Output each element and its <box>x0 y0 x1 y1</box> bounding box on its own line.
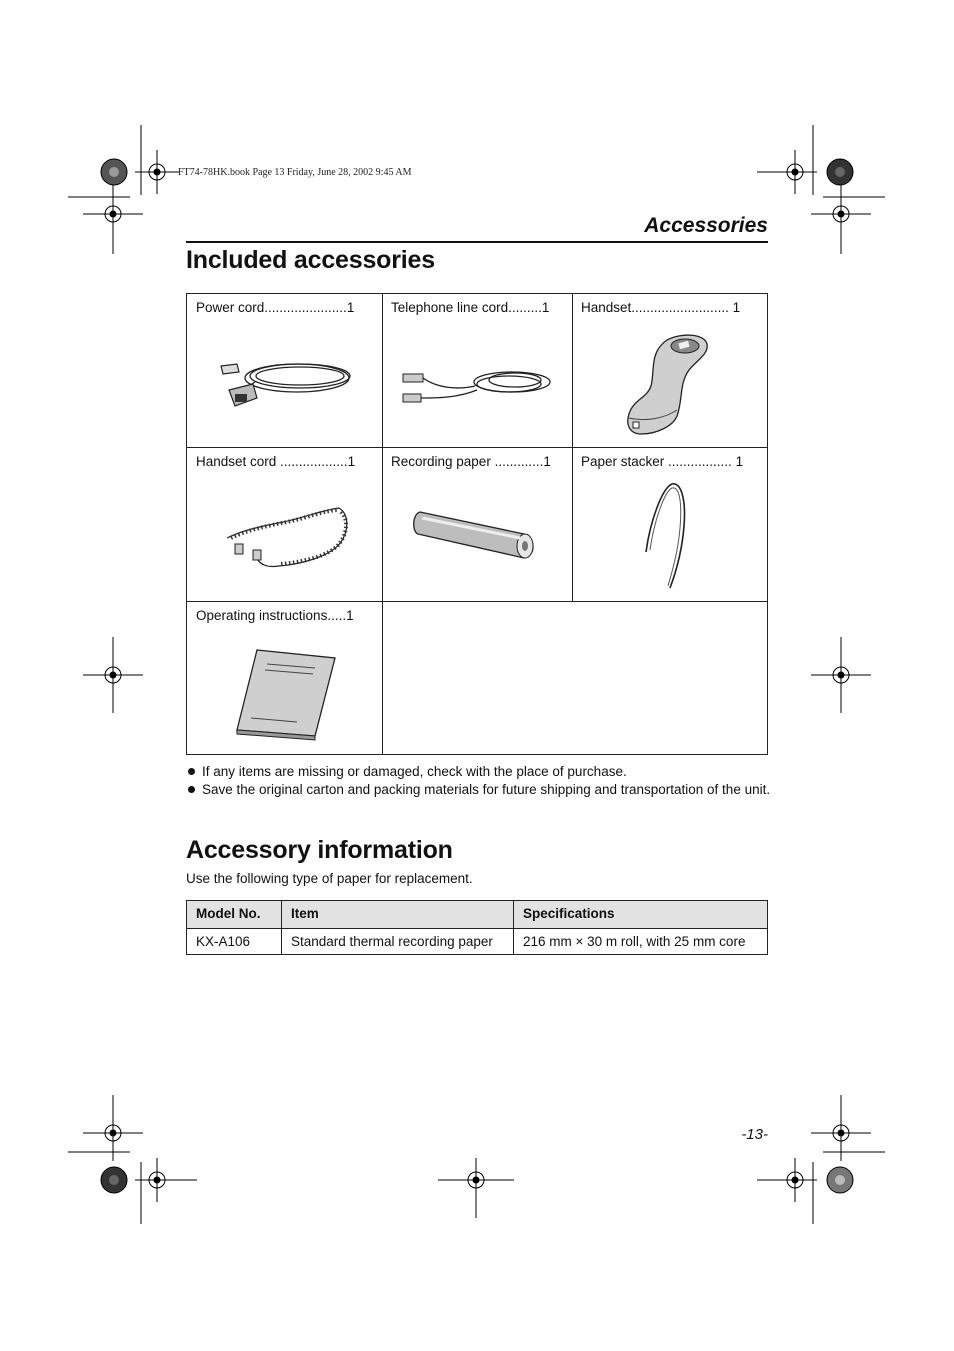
table-header-row <box>187 901 768 929</box>
accessory-label: Operating instructions.....1 <box>196 608 354 623</box>
accessory-cell-power-cord <box>187 294 382 447</box>
column-header-specifications: Specifications <box>514 901 768 929</box>
accessory-cell-paper-stacker <box>572 448 767 601</box>
accessory-label: Power cord......................1 <box>196 300 355 315</box>
accessory-cell-telephone-line-cord <box>382 294 572 447</box>
section-title: Accessories <box>644 214 768 237</box>
cell-model: KX-A106 <box>187 929 282 955</box>
accessory-label: Handset cord ..................1 <box>196 454 356 469</box>
accessory-information-intro: Use the following type of paper for replacement. <box>186 871 473 886</box>
recording-paper-roll-illustration <box>412 504 542 564</box>
accessory-cell-operating-instructions <box>187 602 382 754</box>
included-accessories-heading: Included accessories <box>186 246 435 274</box>
handset-illustration <box>627 330 717 440</box>
accessory-cell-handset <box>572 294 767 447</box>
accessory-cell-handset-cord <box>187 448 382 601</box>
accessory-information-heading: Accessory information <box>186 836 453 864</box>
note-item: If any items are missing or damaged, check with the place of purchase. <box>186 763 776 781</box>
telephone-line-cord-illustration <box>397 360 557 410</box>
print-slug: FT74-78HK.book Page 13 Friday, June 28, 2002 9:45 AM <box>178 167 412 178</box>
included-notes <box>186 763 776 799</box>
table-row <box>187 929 768 955</box>
power-cord-illustration <box>215 354 355 414</box>
paper-stacker-illustration <box>642 482 702 592</box>
accessory-cell-recording-paper <box>382 448 572 601</box>
page-number: -13- <box>741 1126 768 1143</box>
accessory-label: Handset.......................... 1 <box>581 300 741 315</box>
accessory-label: Telephone line cord.........1 <box>391 300 550 315</box>
cell-specifications: 216 mm × 30 m roll, with 25 mm core <box>514 929 768 955</box>
operating-instructions-booklet-illustration <box>233 646 337 742</box>
accessories-grid <box>186 293 768 755</box>
column-header-model: Model No. <box>187 901 282 929</box>
cell-item: Standard thermal recording paper <box>282 929 514 955</box>
accessory-label: Recording paper .............1 <box>391 454 551 469</box>
section-rule <box>186 241 768 243</box>
handset-cord-illustration <box>223 500 353 575</box>
accessory-label: Paper stacker ................. 1 <box>581 454 744 469</box>
column-header-item: Item <box>282 901 514 929</box>
note-item: Save the original carton and packing materials for future shipping and transportation of the unit. <box>186 781 776 799</box>
accessory-spec-table <box>186 900 768 955</box>
